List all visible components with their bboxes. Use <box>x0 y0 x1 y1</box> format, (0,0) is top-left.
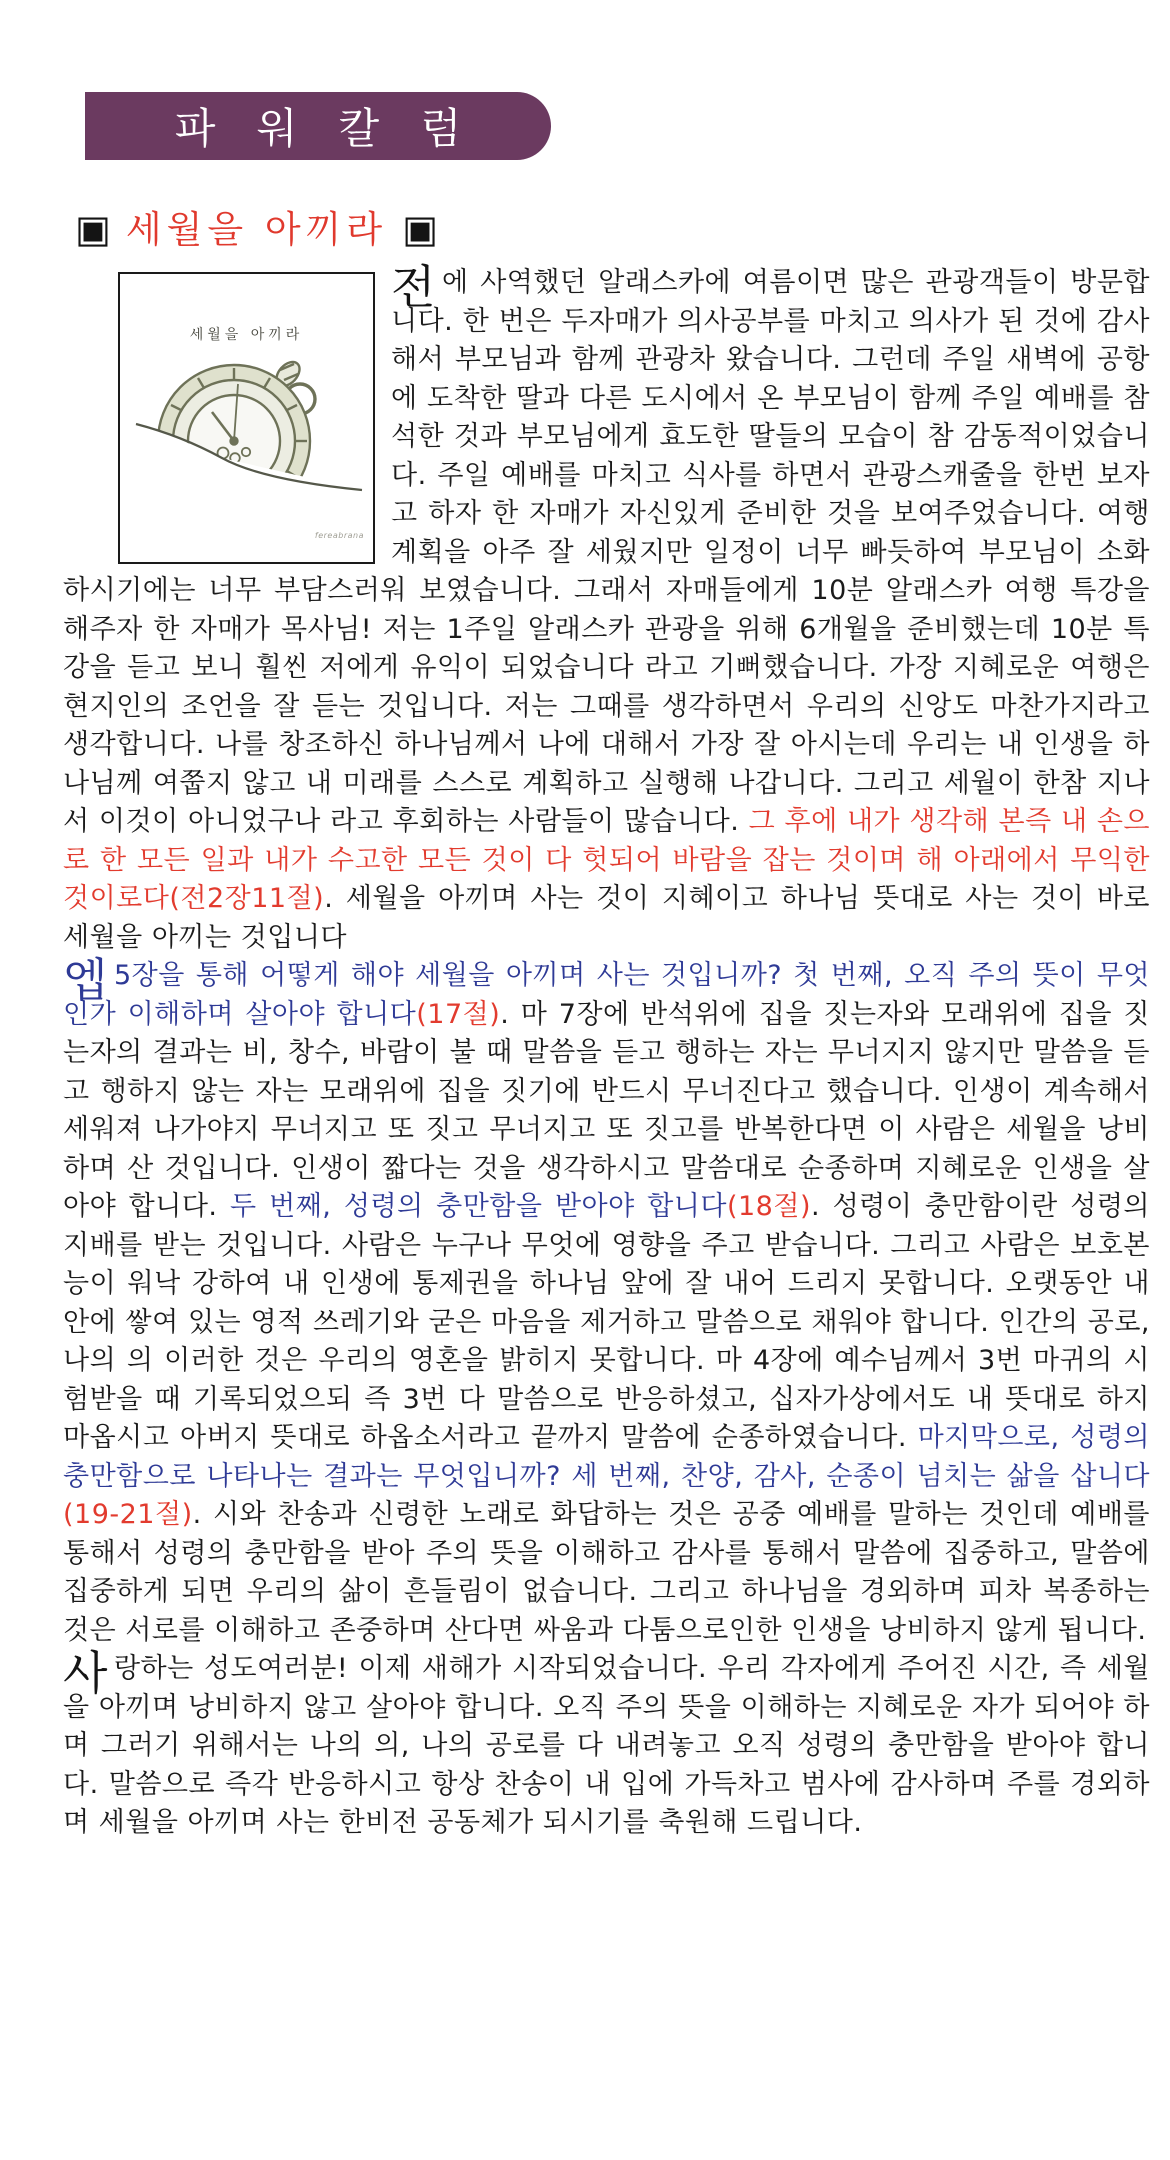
drop-cap: 엡 <box>63 953 108 1007</box>
text-segment: 랑하는 성도여러분! 이제 새해가 시작되었습니다. 우리 각자에게 주어진 시간, 즉 세월을 아끼며 낭비하지 않고 살아야 합니다. 오직 주의 뜻을 이해하는 지혜로운 자가 되어야 하며 그러기 위해서는 나의 의, 나의 공로를 다 내려놓고 오직 성령의 충만함을 받아야 합니다. 말씀으로 즉각 반응하시고 항상 찬송이 내 입에 가득차고 범사에 감사하며 주를 경외하며 세월을 아끼며 사는 한비전 공동체가 되시기를 축원해 드립니다. <box>63 1653 1150 1838</box>
banner-title: 파 워 칼 럼 <box>174 104 476 153</box>
text-segment: 두 번째, 성령의 충만함을 받아야 합니다 <box>230 1191 727 1222</box>
text-segment: . 시와 찬송과 신령한 노래로 화답하는 것은 공중 예배를 말하는 것인데 예배를 통해서 성령의 충만함을 받아 주의 뜻을 이해하고 감사를 통해서 말씀에 집중하고, 말씀에 집중하게 되면 우리의 삶이 흔들림이 없습니다. 그리고 하나님을 경외하며 피차 복종하는 것은 서로를 이해하고 존중하며 산다면 싸움과 다툼으로인한 인생을 낭비하지 않게 됩니다. <box>63 1499 1150 1646</box>
page-root <box>0 92 1170 1843</box>
text-segment: 마지막으로, 성령의 충만함으로 나타나는 결과는 무엇입니까? 세 번째, 찬양, 감사, 순종이 넘치는 삶을 삽니다 <box>63 1422 1150 1492</box>
square-marker-icon: ▣ <box>402 207 439 251</box>
text-segment: 에 사역했던 알래스카에 여름이면 많은 관광객들이 방문합니다. 한 번은 두자매가 의사공부를 마치고 의사가 된 것에 감사해서 부모님과 함께 관광차 왔습니다. 그런데 주일 새벽에 공항에 도착한 딸과 다른 도시에서 온 부모님이 함께 주일 예배를 참석한 것과 부모님에게 효도한 딸들의 모습이 참 감동적이었습니다. 주일 예배를 마치고 식사를 하면서 관광스캐줄을 한번 보자고 하자 한 자매가 자신있게 준비한 것을 보여주었습니다. 여행계획을 아주 잘 세웠지만 일정이 너무 빠듯하여 부모님이 소화하시기에는 너무 부담스러워 보였습니다. 그래서 자매들에게 10분 알래스카 여행 특강을 해주자 한 자매가 목사님! 저는 1주일 알래스카 관광을 위해 6개월을 준비했는데 10분 특강을 듣고 보니 훨씬 저에게 유익이 되었습니다 라고 기뻐했습니다. 가장 지혜로운 여행은 현지인의 조언을 잘 듣는 것입니다. 저는 그때를 생각하면서 우리의 신앙도 마찬가지라고 생각합니다. 나를 창조하신 하나님께서 나에 대해서 가장 잘 아시는데 우리는 내 인생을 하나님께 여쭙지 않고 내 미래를 스스로 계획하고 실행해 나갑니다. 그리고 세월이 한참 지나서 이것이 아니었구나 라고 후회하는 사람들이 많습니다. <box>63 267 1150 837</box>
text-segment: 그 후에 내가 생각해 본즉 내 손으로 한 모든 일과 내가 수고한 모든 것이 다 헛되어 바람을 잡는 것이며 해 아래에서 무익한 것이로다(전2장11절) <box>63 806 1151 914</box>
drop-cap: 사 <box>63 1646 108 1700</box>
clock-illustration-figure <box>118 272 375 564</box>
article-paragraph <box>63 953 1151 1650</box>
article-paragraph <box>63 1646 1150 1843</box>
figure-caption: 세월을 아끼라 <box>189 327 304 343</box>
article-body <box>63 260 1151 1843</box>
square-marker-icon: ▣ <box>75 207 111 251</box>
text-segment: . 성령이 충만함이란 성령의 지배를 받는 것입니다. 사람은 누구나 무엇에 영향을 주고 받습니다. 그리고 사람은 보호본능이 워낙 강하여 내 인생에 통제권을 하나님 앞에 잘 내어 드리지 못합니다. 오랫동안 내 안에 쌓여 있는 영적 쓰레기와 굳은 마음을 제거하고 말씀으로 채워야 합니다. 인간의 공로, 나의 의 이러한 것은 우리의 영혼을 밝히지 못합니다. 마 4장에 예수님께서 3번 마귀의 시험받을 때 기록되었으되 즉 3번 다 말씀으로 반응하셨고, 십자가상에서도 내 뜻대로 하지 마옵시고 아버지 뜻대로 하옵소서라고 끝까지 말씀에 순종하였습니다. <box>63 1191 1150 1453</box>
figure-credit: fereabrana <box>314 530 364 540</box>
text-segment: . 세월을 아끼며 사는 것이 지혜이고 하나님 뜻대로 사는 것이 바로 세월을 아끼는 것입니다 <box>63 883 1150 953</box>
article-subtitle <box>75 207 1150 251</box>
drop-cap: 전 <box>391 260 436 314</box>
text-segment: (19-21절) <box>63 1499 193 1530</box>
text-segment: (18절) <box>726 1191 811 1222</box>
text-segment: 5장을 통해 어떻게 해야 세월을 아끼며 사는 것입니까? 첫 번째, 오직 주의 뜻이 무엇인가 이해하며 살아야 합니다 <box>63 960 1150 1030</box>
text-segment: (17절) <box>416 998 501 1030</box>
subtitle-title: 세월을 아끼라 <box>125 207 388 251</box>
power-column-banner <box>85 92 551 160</box>
text-segment: . 마 7장에 반석위에 집을 짓는자와 모래위에 집을 짓는자의 결과는 비, 창수, 바람이 불 때 말씀을 듣고 행하는 자는 무너지지 않지만 말씀을 듣고 행하지 않는 자는 모래위에 집을 짓기에 반드시 무너진다고 했습니다. 인생이 계속해서 세워져 나가야지 무너지고 또 짓고 무너지고 또 짓고를 반복한다면 이 사람은 세월을 낭비하며 산 것입니다. 인생이 짧다는 것을 생각하시고 말씀대로 순종하며 지혜로운 인생을 살아야 합니다. <box>63 998 1151 1222</box>
